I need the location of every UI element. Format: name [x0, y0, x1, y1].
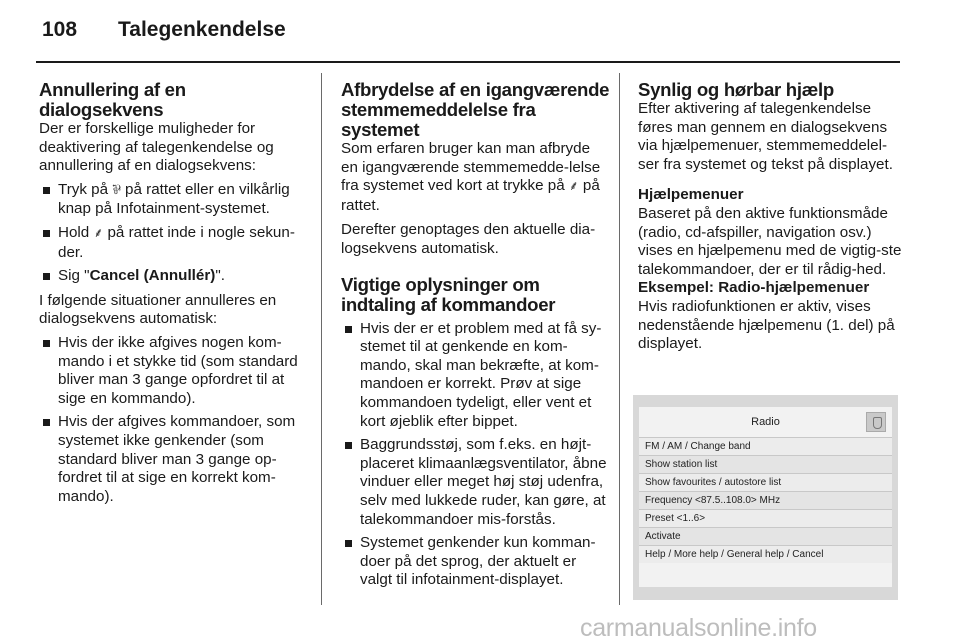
- column-divider-2: [619, 73, 620, 605]
- watermark: carmanualsonline.info: [580, 614, 817, 642]
- header-rule: [36, 61, 900, 63]
- bullet-icon: [345, 442, 352, 449]
- list-item: Hvis der afgives kommandoer, som systemet ikke genkender (som standard bliver man 3 gange op-fordret til at sige en korrekt kom-mando).: [39, 413, 309, 506]
- bullet-icon: [43, 340, 50, 347]
- radio-help-menu-screenshot: [633, 395, 898, 600]
- subheading-radio-example: Eksempel: Radio-hjælpemenuer: [638, 279, 870, 297]
- bullet-icon: [43, 230, 50, 237]
- bullet-icon: [43, 187, 50, 194]
- column-divider-1: [321, 73, 322, 605]
- bullet-icon: [43, 273, 50, 280]
- list-item: Hvis der ikke afgives nogen kom-mando i et stykke tid (som standard bliver man 3 gange opfordret til at sige en kommando).: [39, 334, 309, 408]
- bullet-icon: [345, 326, 352, 333]
- list-item: Hvis der er et problem med at få sy-stemet til at genkende en kom-mando, skal man bekræfte, at kom-mandoen er korrekt. Prøv at sige kommandoen tydeligt, eller vent et kort øjeblik efter bippet.: [341, 320, 611, 432]
- page-header: [42, 18, 286, 48]
- help-menus-paragraph: Baseret på den aktive funktionsmåde (radio, cd-afspiller, navigation osv.) vises en hjælpemenu med de vigtig-ste talekommandoer, der er til rådig-hed.: [638, 204, 902, 278]
- menu-item-change-band: FM / AM / Change band: [639, 437, 892, 455]
- menu-item-activate: Activate: [639, 527, 892, 545]
- voice-help-icon: [866, 412, 886, 432]
- column-3: [638, 80, 906, 354]
- menu-item-help: Help / More help / General help / Cancel: [639, 545, 892, 563]
- list-item: Systemet genkender kun komman-doer på det sprog, der aktuelt er valgt til infotainment-displayet.: [341, 534, 611, 590]
- situations-intro: I følgende situationer annulleres en dialogsekvens automatisk:: [39, 291, 277, 328]
- interrupt-paragraph: Som erfaren bruger kan man afbryde en igangværende stemmemedde-lelse fra systemet ved kort at trykke på ⸙ på rattet.: [341, 140, 601, 214]
- section-heading-interrupt: Afbrydelse af en igangværende stemmemeddelelse fra systemet: [341, 79, 610, 140]
- voice-button-icon: ⸙: [93, 225, 104, 241]
- section-heading-help: Synlig og hørbar hjælp: [638, 79, 834, 100]
- menu-item-preset: Preset <1..6>: [639, 509, 892, 527]
- list-item: Sig "Cancel (Annullér)".: [39, 267, 309, 286]
- radio-example-paragraph: Hvis radiofunktionen er aktiv, vises nedenstående hjælpemenu (1. del) på displayet.: [638, 297, 895, 353]
- subheading-help-menus: Hjælpemenuer: [638, 186, 744, 204]
- column-2: [341, 80, 611, 590]
- resume-paragraph: Derefter genoptages den aktuelle dia-logsekvens automatisk.: [341, 221, 596, 257]
- list-item: Hold ⸙ på rattet inde i nogle sekun-der.: [39, 224, 309, 262]
- column-1: [39, 80, 309, 506]
- mute-button-icon: ⅌: [112, 182, 121, 198]
- radio-menu-header: [639, 407, 892, 437]
- menu-item-favourites: Show favourites / autostore list: [639, 473, 892, 491]
- radio-help-menu: [639, 407, 892, 587]
- cancel-intro: Der er forskellige muligheder for deaktivering af talegenkendelse og annullering af en dialogsekvens:: [39, 120, 274, 175]
- bullet-icon: [345, 540, 352, 547]
- commands-tips-list: [341, 320, 611, 590]
- cancel-command: Cancel (Annullér): [89, 267, 216, 285]
- bullet-icon: [43, 419, 50, 426]
- voice-button-icon: ⸙: [568, 179, 579, 195]
- section-heading-commands: Vigtige oplysninger om indtaling af kommandoer: [341, 273, 556, 315]
- cancel-options-list: [39, 181, 309, 286]
- list-item: Baggrundsstøj, som f.eks. en højt-placeret klimaanlægsventilator, åbne vinduer eller meget høj støj udenfra, selv med lukkede ruder, kan gøre, at talekommandoer mis-forstås.: [341, 436, 611, 529]
- menu-item-station-list: Show station list: [639, 455, 892, 473]
- section-heading-cancel: Annullering af en dialogsekvens: [39, 79, 186, 120]
- page-number: 108: [42, 18, 78, 41]
- situations-list: [39, 334, 309, 506]
- radio-menu-title: Radio: [751, 416, 780, 428]
- menu-item-frequency: Frequency <87.5..108.0> MHz: [639, 491, 892, 509]
- chapter-title: Talegenkendelse: [118, 18, 286, 41]
- help-paragraph: Efter aktivering af talegenkendelse føres man gennem en dialogsekvens via hjælpemenuer, stemmemeddelel-ser fra systemet og tekst på displayet.: [638, 100, 893, 173]
- list-item: Tryk på ⅌ på rattet eller en vilkårlig knap på Infotainment-systemet.: [39, 181, 309, 219]
